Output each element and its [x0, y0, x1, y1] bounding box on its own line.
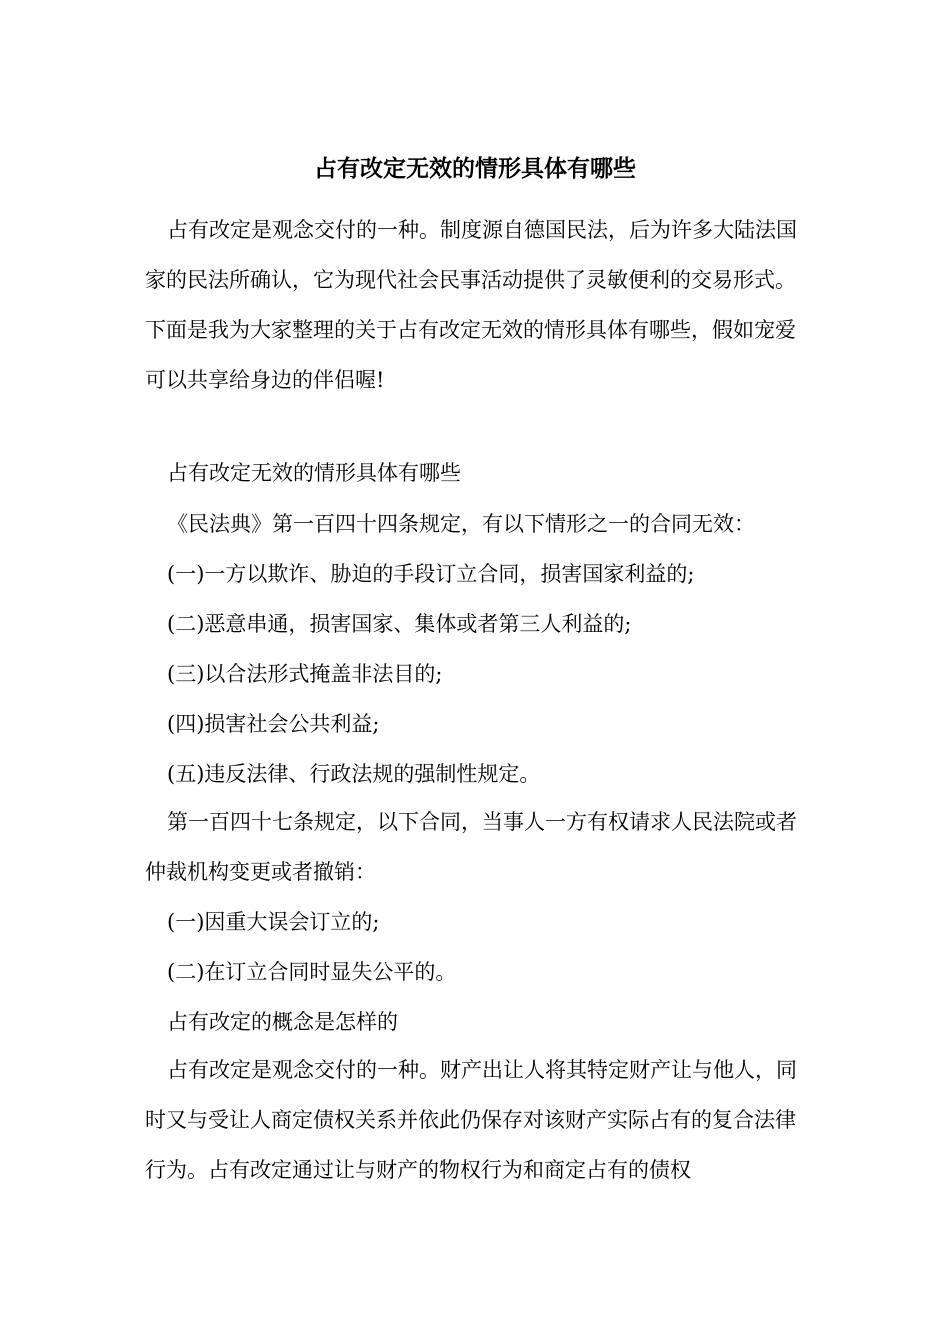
article-144-item-3: (三)以合法形式掩盖非法目的; [167, 662, 443, 686]
article-144-intro: 《民法典》第一百四十四条规定，有以下情形之一的合同无效： [167, 512, 755, 536]
article-144-item-1: (一)一方以欺诈、胁迫的手段订立合同，损害国家利益的; [167, 562, 695, 586]
document-title: 占有改定无效的情形具体有哪些 [314, 155, 636, 182]
section-heading-invalid-cases: 占有改定无效的情形具体有哪些 [167, 461, 461, 485]
article-144-item-5: (五)违反法律、行政法规的强制性规定。 [167, 762, 541, 786]
section-heading-concept: 占有改定的概念是怎样的 [167, 1010, 398, 1034]
intro-paragraph: 占有改定是观念交付的一种。制度源自德国民法，后为许多大陆法国家的民法所确认，它为现代社会民事活动提供了灵敏便利的交易形式。下面是我为大家整理的关于占有改定无效的情形具体有哪些，假如宠爱可以共享给身边的伴侣喔! [145, 218, 797, 392]
article-147-item-2: (二)在订立合同时显失公平的。 [167, 960, 457, 984]
article-147-intro: 第一百四十七条规定，以下合同，当事人一方有权请求人民法院或者仲裁机构变更或者撤销： [145, 810, 797, 884]
article-147-item-1: (一)因重大误会订立的; [167, 910, 380, 934]
concept-paragraph: 占有改定是观念交付的一种。财产出让人将其特定财产让与他人，同时又与受让人商定债权关系并依此仍保存对该财产实际占有的复合法律行为。占有改定通过让与财产的物权行为和商定占有的债权 [145, 1058, 797, 1182]
article-144-item-2: (二)恶意串通，损害国家、集体或者第三人利益的; [167, 612, 632, 636]
article-144-item-4: (四)损害社会公共利益; [167, 712, 380, 736]
